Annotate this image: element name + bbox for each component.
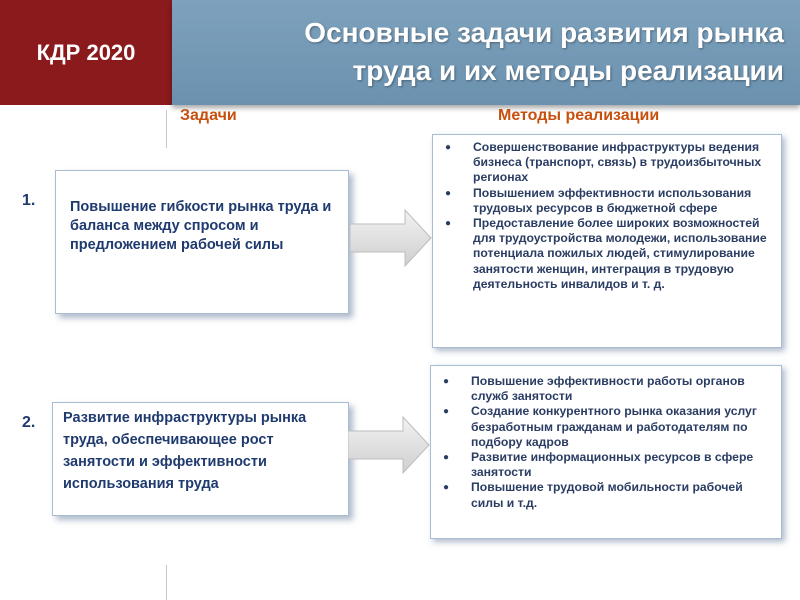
bullet-icon: ● xyxy=(443,406,450,418)
bullet-icon: ● xyxy=(443,452,450,464)
methods-list-1 xyxy=(433,140,773,292)
method-text: Предоставление более широких возможностей для трудоустройства молодежи, использование потенциала пожилых людей, стимулирование занятости женщин, интеграция в трудовую деятельность инвалидов и т. д. xyxy=(473,216,767,291)
logo-badge xyxy=(0,0,172,105)
tasks-column-header: Задачи xyxy=(180,107,237,124)
title-bar xyxy=(172,0,800,105)
arrow-right-icon xyxy=(350,209,432,267)
row-number-1: 1. xyxy=(22,192,36,209)
method-text: Повышением эффективности использования трудовых ресурсов в бюджетной сфере xyxy=(473,185,752,215)
task-text-2: Развитие инфраструктуры рынка труда, обеспечивающее рост занятости и эффективности использования труда xyxy=(63,410,307,492)
divider-line-top xyxy=(166,110,167,148)
method-text: Повышение эффективности работы органов служб занятости xyxy=(471,374,745,404)
bullet-icon: ● xyxy=(445,218,452,230)
methods-list-2 xyxy=(431,374,771,511)
task-box-1 xyxy=(55,170,349,314)
bullet-icon: ● xyxy=(445,142,452,153)
logo-text: КДР 2020 xyxy=(36,39,136,65)
method-text: Совершенствование инфраструктуры ведения бизнеса (транспорт, связь) в трудоизбыточных регионах xyxy=(473,140,762,185)
method-text: Развитие информационных ресурсов в сфере занятости xyxy=(471,450,754,480)
bullet-icon: ● xyxy=(443,482,450,494)
task-box-2 xyxy=(52,402,349,516)
method-item xyxy=(445,140,773,186)
method-text: Повышение трудовой мобильности рабочей силы и т.д. xyxy=(471,480,743,510)
page-title xyxy=(224,14,784,90)
title-line-1: Основные задачи развития рынка xyxy=(304,17,784,48)
method-item xyxy=(443,480,771,510)
row-number-2: 2. xyxy=(22,414,36,431)
method-item xyxy=(445,216,773,292)
methods-box-1 xyxy=(432,134,782,348)
bullet-icon: ● xyxy=(445,187,452,199)
methods-box-2 xyxy=(430,365,782,539)
method-item xyxy=(443,450,771,480)
bullet-icon: ● xyxy=(443,376,450,387)
title-line-2: труда и их методы реализации xyxy=(352,55,784,86)
method-item xyxy=(443,404,771,450)
arrow-right-icon xyxy=(348,416,430,474)
methods-column-header: Методы реализации xyxy=(498,107,660,124)
method-item xyxy=(445,185,773,216)
method-text: Создание конкурентного рынка оказания услуг безработным гражданам и работодателям по подбору кадров xyxy=(471,404,757,449)
method-item xyxy=(443,374,771,404)
task-text-1: Повышение гибкости рынка труда и баланса между спросом и предложением рабочей силы xyxy=(70,199,332,253)
divider-line-bottom xyxy=(166,565,167,600)
